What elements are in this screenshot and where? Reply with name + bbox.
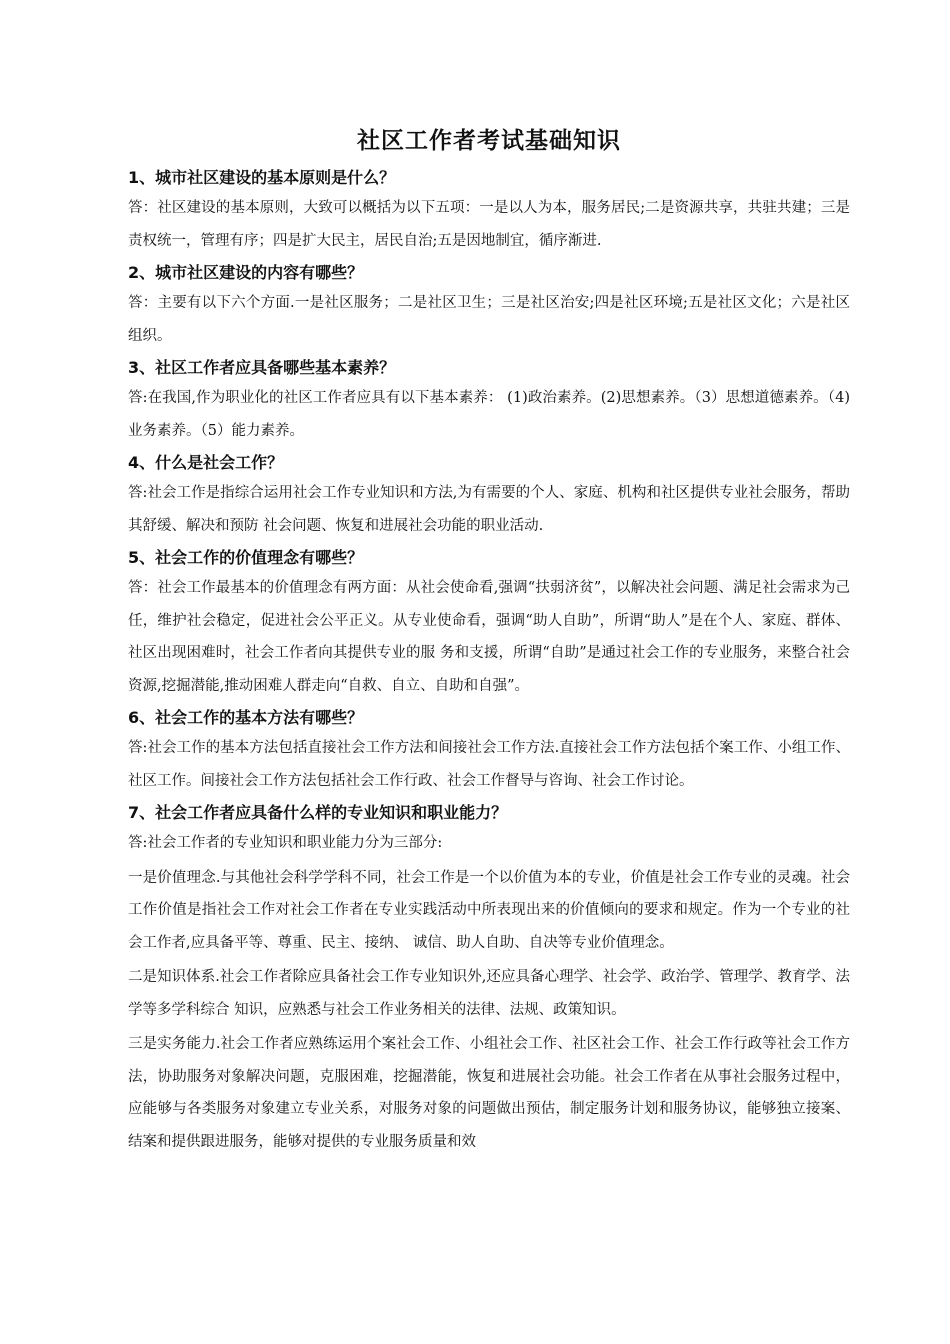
answer-3: 答:在我国,作为职业化的社区工作者应具有以下基本素养： (1)政治素养。(2)思想素养。（3）思想道德素养。（4)业务素养。（5）能力素养。 xyxy=(128,390,850,439)
document-page xyxy=(128,124,850,1160)
question-3: 3、社区工作者应具备哪些基本素养？ xyxy=(128,358,396,377)
answer-7-intro: 答:社会工作者的专业知识和职业能力分为三部分: xyxy=(128,835,443,851)
question-4: 4、什么是社会工作？ xyxy=(128,453,284,472)
document-title: 社区工作者考试基础知识 xyxy=(357,127,621,154)
question-2: 2、城市社区建设的内容有哪些？ xyxy=(128,263,364,282)
question-1: 1、城市社区建设的基本原则是什么？ xyxy=(128,168,396,187)
answer-7-values: 一是价值理念.与其他社会科学学科不同，社会工作是一个以价值为本的专业，价值是社会工作专业的灵魂。社会工作价值是指社会工作对社会工作者在专业实践活动中所表现出来的价值倾向的要求和规定。作为一个专业的社会工作者,应具备平等、尊重、民主、接纳、 诚信、助人自助、自决等专业价值理念。 xyxy=(128,869,850,951)
question-5: 5、社会工作的价值理念有哪些？ xyxy=(128,548,364,567)
question-6: 6、社会工作的基本方法有哪些？ xyxy=(128,708,364,727)
answer-5: 答：社会工作最基本的价值理念有两方面：从社会使命看,强调“扶弱济贫”，以解决社会问题、满足社会需求为己任，维护社会稳定，促进社会公平正义。从专业使命看，强调“助人自助”，所谓“助人”是在个人、家庭、群体、社区出现困难时，社会工作者向其提供专业的服 务和支援，所谓“自助”是通过社会工作的专业服务，来整合社会资源,挖掘潜能,推动困难人群走向“自救、自立、自助和自强”。 xyxy=(128,580,850,694)
answer-2: 答：主要有以下六个方面.一是社区服务；二是社区卫生；三是社区治安;四是社区环境;五是社区文化；六是社区组织。 xyxy=(128,295,850,344)
question-7: 7、社会工作者应具备什么样的专业知识和职业能力？ xyxy=(128,803,508,822)
answer-7-knowledge: 二是知识体系.社会工作者除应具备社会工作专业知识外,还应具备心理学、社会学、政治学、管理学、教育学、法学等多学科综合 知识，应熟悉与社会工作业务相关的法律、法规、政策知识。 xyxy=(128,969,850,1018)
answer-7-practice: 三是实务能力.社会工作者应熟练运用个案社会工作、小组社会工作、社区社会工作、社会工作行政等社会工作方法，协助服务对象解决问题，克服困难，挖掘潜能，恢复和进展社会功能。社会工作者在从事社会服务过程中，应能够与各类服务对象建立专业关系，对服务对象的问题做出预估，制定服务计划和服务协议，能够独立接案、结案和提供跟进服务，能够对提供的专业服务质量和效 xyxy=(128,1036,850,1150)
answer-4: 答:社会工作是指综合运用社会工作专业知识和方法,为有需要的个人、家庭、机构和社区提供专业社会服务，帮助其舒缓、解决和预防 社会问题、恢复和进展社会功能的职业活动. xyxy=(128,485,850,534)
answer-6: 答:社会工作的基本方法包括直接社会工作方法和间接社会工作方法.直接社会工作方法包括个案工作、小组工作、社区工作。间接社会工作方法包括社会工作行政、社会工作督导与咨询、社会工作讨论。 xyxy=(128,740,850,789)
answer-1: 答：社区建设的基本原则，大致可以概括为以下五项：一是以人为本，服务居民;二是资源共享，共驻共建；三是责权统一，管理有序；四是扩大民主，居民自治;五是因地制宜，循序渐进. xyxy=(128,200,850,249)
